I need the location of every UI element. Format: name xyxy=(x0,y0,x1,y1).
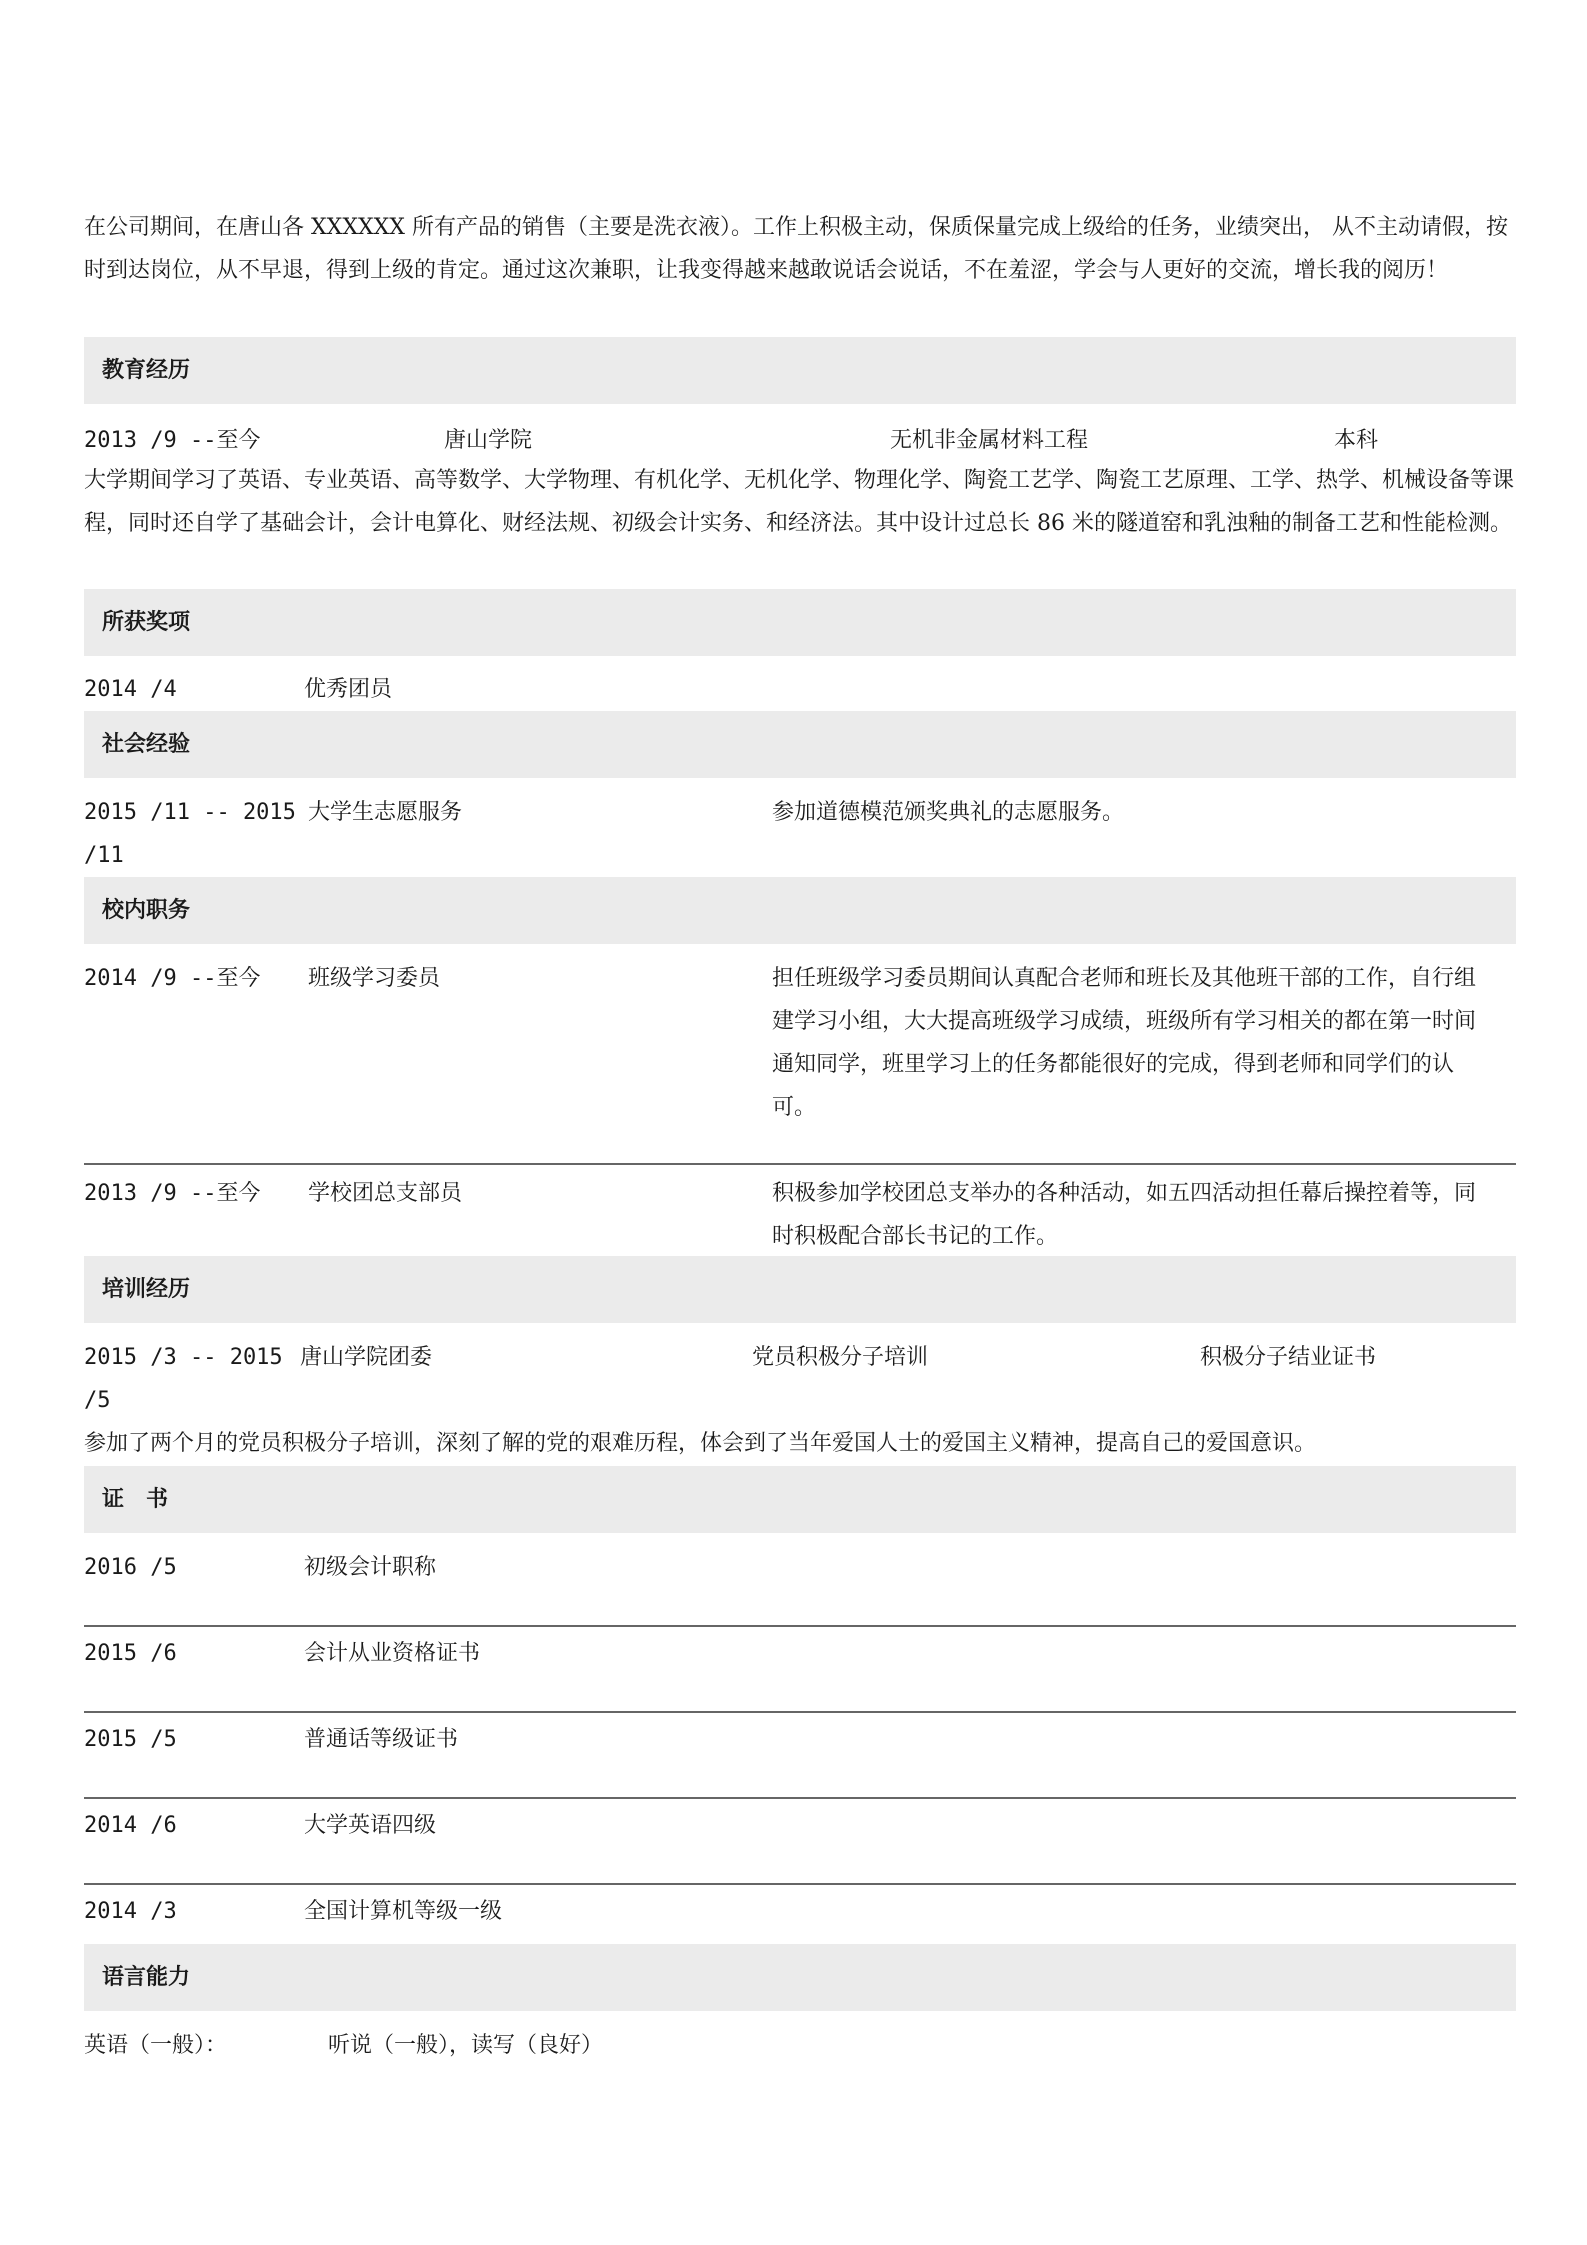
role-date: 2013 /9 --至今 xyxy=(84,1181,261,1206)
section-title: 所获奖项 xyxy=(102,609,191,635)
certificate-date: 2015 /6 xyxy=(84,1641,177,1666)
row-divider xyxy=(84,1797,1516,1799)
training-date-line1: 2015 /3 -- 2015 xyxy=(84,1345,283,1370)
certificate-date: 2015 /5 xyxy=(84,1727,177,1752)
section-title: 教育经历 xyxy=(102,357,191,383)
training-description: 参加了两个月的党员积极分子培训，深刻了解的党的艰难历程，体会到了当年爱国人士的爱国主义精神，提高自己的爱国意识。 xyxy=(84,1431,1317,1456)
section-title: 证 书 xyxy=(102,1486,169,1512)
certificate-name: 普通话等级证书 xyxy=(304,1727,459,1752)
award-date: 2014 /4 xyxy=(84,677,177,702)
certificate-name: 全国计算机等级一级 xyxy=(304,1899,503,1924)
education-major: 无机非金属材料工程 xyxy=(890,428,1089,453)
education-school: 唐山学院 xyxy=(444,428,533,453)
social-date-line1: 2015 /11 -- 2015 xyxy=(84,800,296,825)
row-divider xyxy=(84,1883,1516,1885)
section-header-training xyxy=(84,1256,1516,1323)
language-detail: 听说（一般），读写（良好） xyxy=(328,2033,604,2058)
section-header-school-roles xyxy=(84,877,1516,944)
education-date: 2013 /9 --至今 xyxy=(84,428,261,453)
training-course: 党员积极分子培训 xyxy=(752,1345,929,1370)
section-title: 培训经历 xyxy=(102,1276,191,1302)
row-divider xyxy=(84,1625,1516,1627)
certificate-name: 会计从业资格证书 xyxy=(304,1641,481,1666)
section-title: 校内职务 xyxy=(102,897,191,923)
certificate-date: 2016 /5 xyxy=(84,1555,177,1580)
certificate-name: 初级会计职称 xyxy=(304,1555,437,1580)
education-description: 大学期间学习了英语、专业英语、高等数学、大学物理、有机化学、无机化学、物理化学、陶瓷工艺学、陶瓷工艺原理、工学、热学、机械设备等课程，同时还自学了基础会计，会计电算化、财经法规、初级会计实务、和经济法。其中设计过总长 86 米的隧道窑和乳浊釉的制备工艺和性能检测。 xyxy=(84,468,1515,536)
language-name: 英语（一般）： xyxy=(84,2033,228,2058)
certificate-date: 2014 /3 xyxy=(84,1899,177,1924)
certificate-date: 2014 /6 xyxy=(84,1813,177,1838)
role-description: 担任班级学习委员期间认真配合老师和班长及其他班干部的工作，自行组建学习小组，大大提高班级学习成绩，班级所有学习相关的都在第一时间通知同学，班里学习上的任务都能很好的完成，得到老师和同学们的认可。 xyxy=(772,966,1477,1120)
role-title: 学校团总支部员 xyxy=(308,1181,463,1206)
row-divider xyxy=(84,1163,1516,1165)
row-divider xyxy=(84,1711,1516,1713)
training-date-line2: /5 xyxy=(84,1388,111,1413)
role-title: 班级学习委员 xyxy=(308,966,441,991)
training-org: 唐山学院团委 xyxy=(300,1345,433,1370)
training-certificate: 积极分子结业证书 xyxy=(1200,1345,1377,1370)
role-date: 2014 /9 --至今 xyxy=(84,966,261,991)
social-date-line2: /11 xyxy=(84,843,124,868)
certificate-name: 大学英语四级 xyxy=(304,1813,437,1838)
social-title: 大学生志愿服务 xyxy=(308,800,463,825)
section-header-certificates xyxy=(84,1466,1516,1533)
section-header-languages xyxy=(84,1944,1516,2011)
section-title: 语言能力 xyxy=(102,1964,191,1990)
section-header-awards xyxy=(84,589,1516,656)
section-header-social xyxy=(84,711,1516,778)
award-name: 优秀团员 xyxy=(304,677,393,702)
work-description: 在公司期间，在唐山各 XXXXXX 所有产品的销售（主要是洗衣液）。工作上积极主动，保质保量完成上级给的任务，业绩突出， 从不主动请假，按时到达岗位，从不早退，得到上级的肯定。通过这次兼职，让我变得越来越敢说话会说话，不在羞涩，学会与人更好的交流，增长我的阅历！ xyxy=(84,215,1508,283)
social-description: 参加道德模范颁奖典礼的志愿服务。 xyxy=(772,800,1125,825)
section-header-education xyxy=(84,337,1516,404)
role-description: 积极参加学校团总支举办的各种活动，如五四活动担任幕后操控着等，同时积极配合部长书记的工作。 xyxy=(772,1181,1477,1249)
section-title: 社会经验 xyxy=(102,731,191,757)
education-degree: 本科 xyxy=(1334,428,1379,453)
